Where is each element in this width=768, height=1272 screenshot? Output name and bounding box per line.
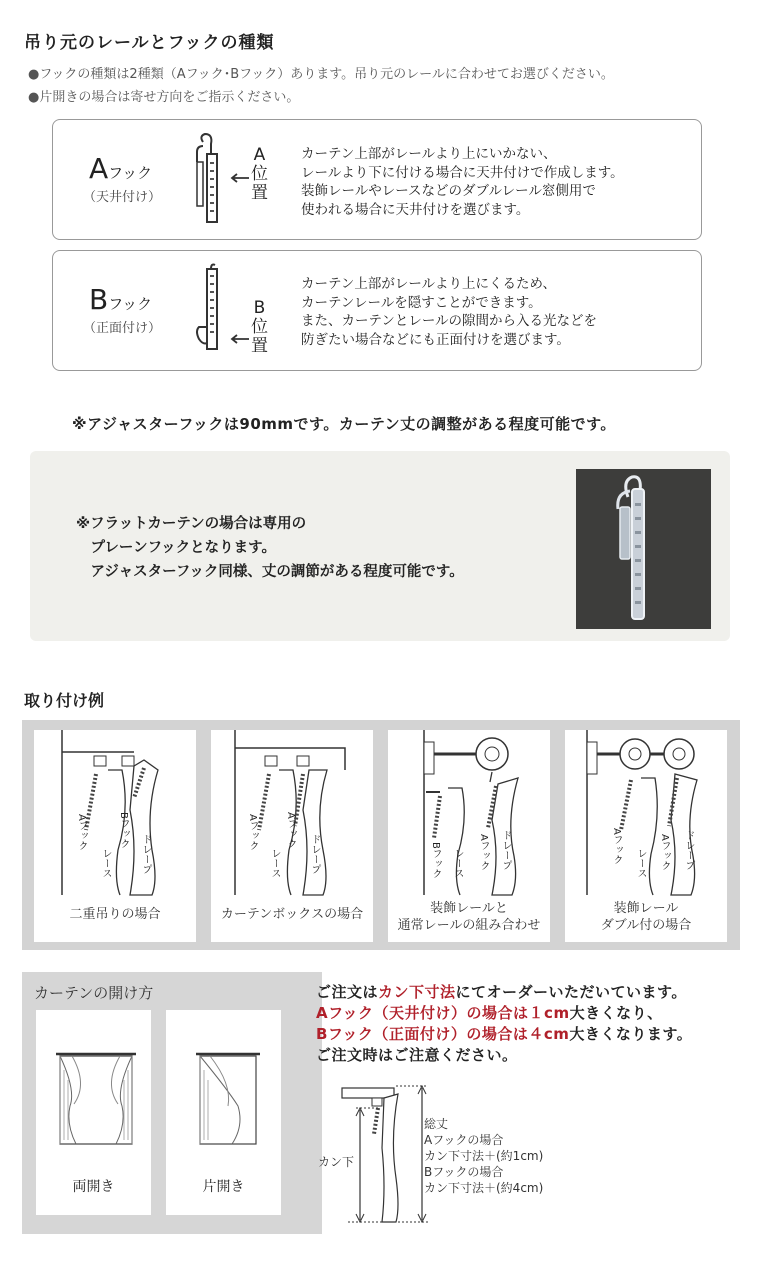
decorative-combo-diagram (388, 730, 550, 900)
hook-a-arrow-icon (229, 172, 251, 184)
example-card-decorative-combo (388, 730, 550, 942)
double-label-drape: ドレープ (140, 834, 151, 874)
order-line-1-red: カン下寸法 (378, 983, 456, 1001)
adjuster-note: ※アジャスターフックは90mmです。カーテン丈の調整がある程度可能です。 (72, 415, 616, 433)
opening-title: カーテンの開け方 (34, 984, 154, 1002)
decodouble-label-a-hook-2: Aフック (659, 834, 670, 871)
kan-shita-label: カン下 (318, 1155, 355, 1169)
examples-title: 取り付け例 (24, 691, 105, 710)
hook-b-letter: B (89, 283, 109, 316)
hook-a-box (52, 119, 702, 240)
box-label-drape: ドレープ (309, 834, 320, 874)
hook-a-pos-1: A (253, 145, 266, 165)
order-line-1 (316, 982, 692, 1003)
order-line-3-red: Bフック（正面付け）の場合は４cm (316, 1025, 570, 1043)
single-open-diagram (166, 1010, 281, 1160)
hook-a-name: フック (108, 164, 153, 182)
example-card-decorative-double (565, 730, 727, 942)
order-line-3-b: 大きくなります。 (569, 1025, 693, 1043)
order-line-1-a: ご注文は (316, 983, 379, 1001)
decodouble-label-lace: レース (635, 848, 646, 878)
both-open-diagram (36, 1010, 151, 1160)
decodouble-caption: 装飾レール ダブル付の場合 (600, 901, 692, 933)
order-line-2-red: Aフック（天井付け）の場合は１cm (316, 1004, 570, 1022)
double-label-lace: レース (100, 848, 111, 878)
order-line-4: ご注文時はご注意ください。 (316, 1046, 518, 1064)
double-label-b-hook: Bフック (118, 812, 129, 849)
opening-card-both (36, 1010, 151, 1215)
hook-b-icon (189, 261, 229, 361)
double-caption: 二重吊りの場合 (69, 907, 161, 922)
hook-a-letter: A (89, 152, 109, 185)
hook-b-sub: （正面付け） (83, 321, 162, 336)
note-hook-types: ●フックの種類は2種類（Aフック･Bフック）あります。吊り元のレールに合わせてお選びください。 (28, 67, 614, 82)
hook-a-title (89, 152, 152, 185)
hook-b-position-label (251, 299, 268, 356)
hook-a-icon (189, 132, 229, 227)
combo-label-lace: レース (452, 848, 463, 878)
order-line-1-b: にてオーダーいただいています。 (455, 983, 687, 1001)
combo-caption: 装飾レールと 通常レールの組み合わせ (397, 901, 541, 933)
hook-b-pos-1: B (253, 298, 266, 318)
combo-label-drape: ドレープ (500, 830, 511, 870)
box-label-a-hook-2: Aフック (285, 812, 296, 849)
decodouble-label-drape: ドレープ (683, 830, 694, 870)
hook-b-pos-3: 置 (251, 336, 268, 356)
order-line-3 (316, 1024, 692, 1045)
combo-label-a-hook: Aフック (478, 834, 489, 871)
order-line-2-b: 大きくなり、 (569, 1004, 663, 1022)
hook-b-box (52, 250, 702, 371)
box-label-lace: レース (269, 848, 280, 878)
box-caption: カーテンボックスの場合 (220, 907, 364, 922)
box-label-a-hook-1: Aフック (247, 814, 258, 851)
hook-b-name: フック (108, 295, 153, 313)
decodouble-label-a-hook-1: Aフック (611, 828, 622, 865)
hook-a-position-label (251, 146, 268, 203)
double-rail-diagram (34, 730, 196, 900)
section-title-rail-hooks: 吊り元のレールとフックの種類 (24, 33, 275, 53)
double-label-a-hook: Aフック (76, 814, 87, 851)
both-open-label: 両開き (72, 1179, 115, 1195)
note-single-open: ●片開きの場合は寄せ方向をご指示ください。 (28, 90, 300, 105)
plain-hook-photo (576, 469, 711, 629)
order-notice (316, 982, 692, 1066)
hook-b-title (89, 283, 152, 316)
example-card-double (34, 730, 196, 942)
single-open-label: 片開き (202, 1179, 245, 1195)
hook-b-arrow-icon (229, 333, 251, 345)
total-length-note: 総丈 Aフックの場合 カン下寸法＋(約1cm) Bフックの場合 カン下寸法＋(約4cm) (424, 1117, 544, 1195)
combo-label-b-hook: Bフック (430, 842, 441, 879)
hook-a-pos-2: 位 (251, 164, 268, 184)
hook-a-sub: （天井付け） (83, 190, 162, 205)
hook-a-pos-3: 置 (251, 183, 268, 203)
order-line-2 (316, 1003, 692, 1024)
hook-b-description: カーテン上部がレールより上にくるため、 カーテンレールを隠すことができます。 また、カーテンとレールの隙間から入る光などを 防ぎたい場合などにも正面付けを選びます。 (301, 276, 598, 348)
hook-b-pos-2: 位 (251, 317, 268, 337)
plain-hook-image (576, 469, 711, 629)
flat-curtain-note: ※フラットカーテンの場合は専用の プレーンフックとなります。 アジャスターフック同様、丈の調節がある程度可能です。 (76, 516, 464, 580)
opening-card-single (166, 1010, 281, 1215)
example-card-box (211, 730, 373, 942)
hook-a-description: カーテン上部がレールより上にいかない、 レールより下に付ける場合に天井付けで作成します。 装飾レールやレースなどのダブルレール窓側用で 使われる場合に天井付けを選びます。 (301, 146, 624, 218)
